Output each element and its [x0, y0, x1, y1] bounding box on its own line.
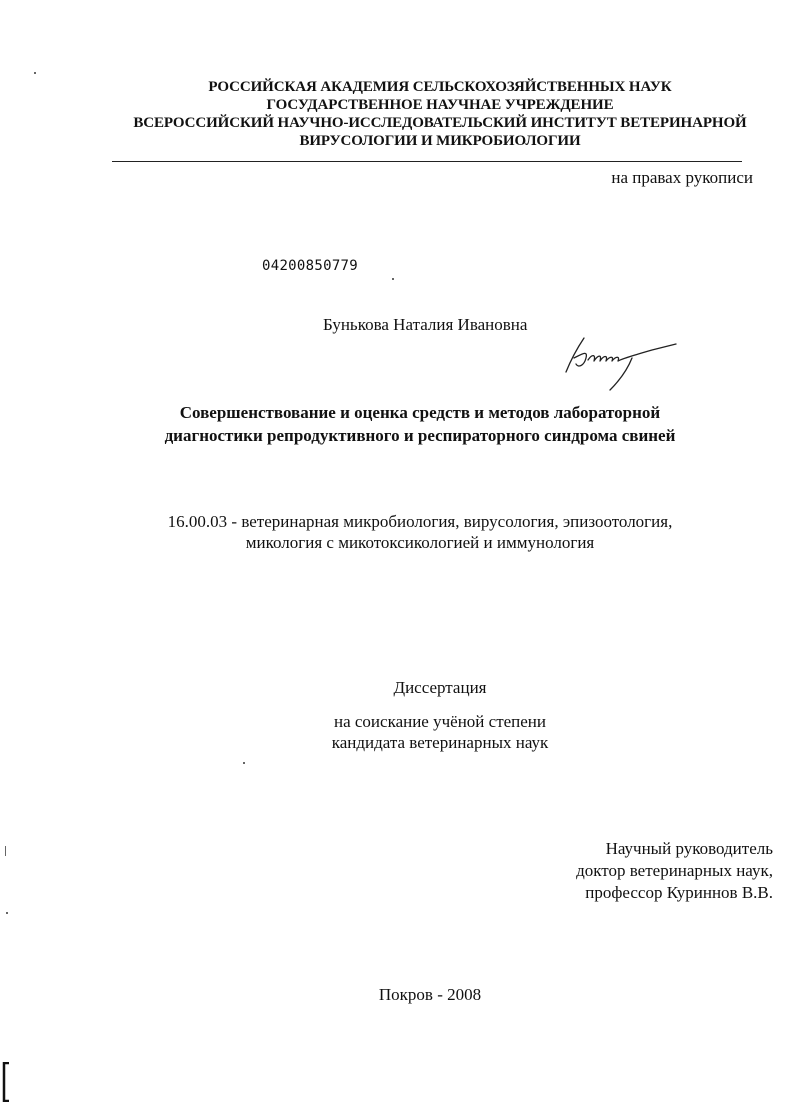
scientific-advisor [576, 838, 773, 904]
institution-header [60, 78, 799, 150]
specialty [40, 511, 799, 553]
header-divider [112, 161, 742, 162]
advisor-line: Научный руководитель [605, 839, 773, 858]
header-line: РОССИЙСКАЯ АКАДЕМИЯ СЕЛЬСКОХОЗЯЙСТВЕННЫХ НАУК [208, 79, 672, 95]
scan-speck [392, 278, 394, 280]
degree-line: кандидата ветеринарных наук [331, 733, 549, 752]
scan-speck [5, 846, 6, 856]
document-number: 04200850779 [262, 258, 359, 274]
handwritten-signature [548, 328, 683, 392]
scan-speck [6, 912, 8, 914]
header-line: ГОСУДАРСТВЕННОЕ НАУЧНАЕ УЧРЕЖДЕНИЕ [266, 97, 614, 113]
title-line: диагностики репродуктивного и респираторного синдрома свиней [164, 426, 676, 445]
scan-speck [34, 72, 36, 74]
advisor-line: доктор ветеринарных наук, [576, 861, 773, 880]
scan-speck [243, 762, 245, 764]
place-and-year: Покров - 2008 [378, 985, 482, 1004]
degree-line: на соискание учёной степени [333, 712, 547, 731]
header-line: ВСЕРОССИЙСКИЙ НАУЧНО-ИССЛЕДОВАТЕЛЬСКИЙ ИНСТИТУТ ВЕТЕРИНАРНОЙ [133, 115, 747, 131]
specialty-line: микология с микотоксикологией и иммунология [245, 533, 595, 552]
header-line: ВИРУСОЛОГИИ И МИКРОБИОЛОГИИ [299, 133, 581, 149]
specialty-line: 16.00.03 - ветеринарная микробиология, вирусология, эпизоотология, [167, 512, 673, 531]
rights-note: на правах рукописи [611, 168, 753, 187]
scan-edge-mark [1, 1062, 11, 1102]
title-line: Совершенствование и оценка средств и методов лабораторной [179, 403, 661, 422]
dissertation-title [40, 401, 799, 447]
advisor-line: профессор Куриннов В.В. [585, 883, 773, 902]
author-name: Бунькова Наталия Ивановна [323, 315, 528, 334]
work-type: Диссертация [393, 678, 487, 697]
degree-statement [240, 711, 640, 753]
